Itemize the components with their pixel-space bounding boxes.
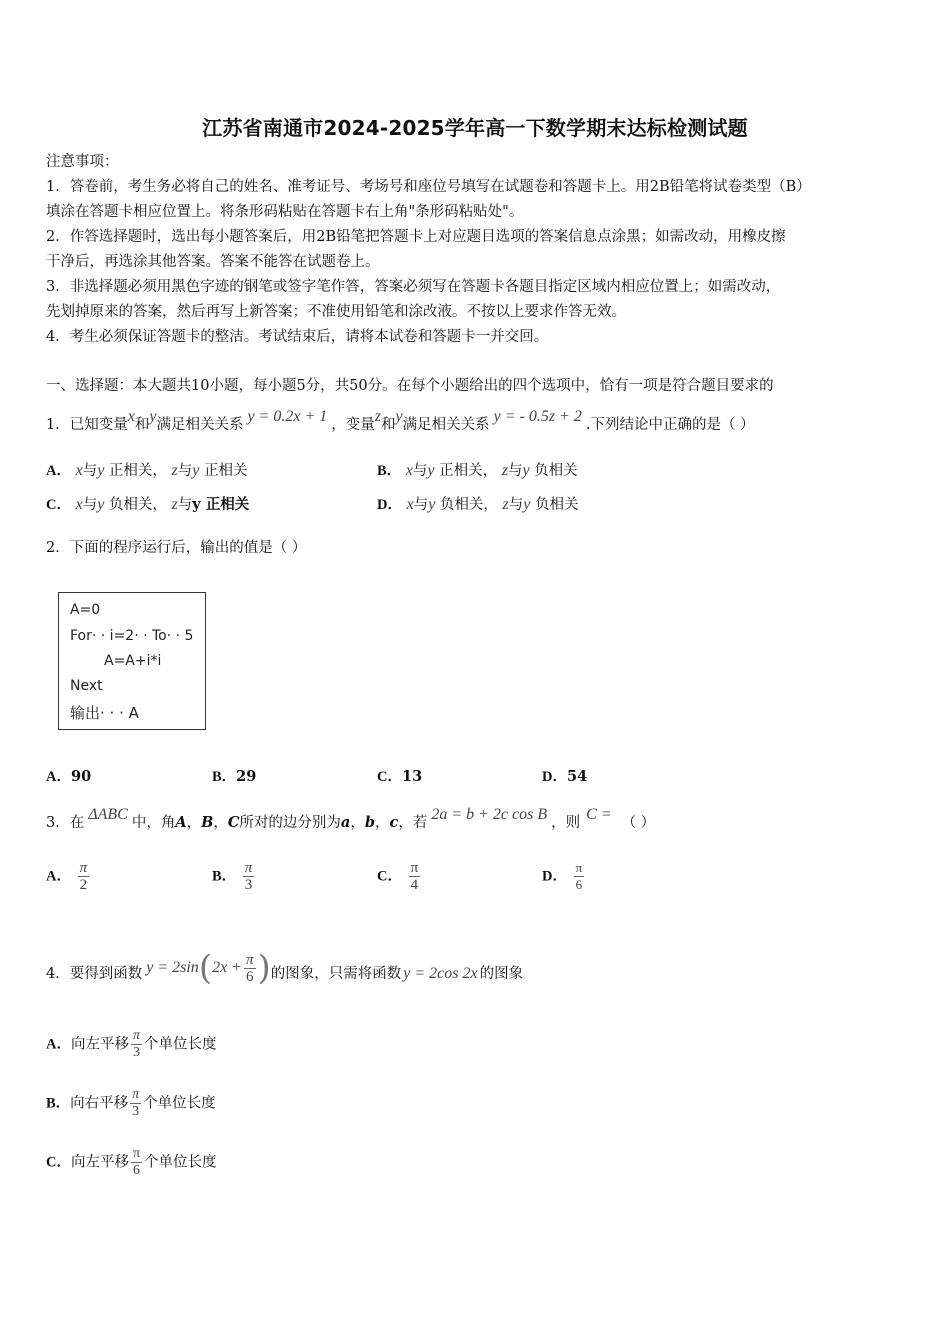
question-3: 3．在 ΔABC 中，角A，B，C所对的边分别为a，b，c，若 2a = b + 2c cos B ，则 C = （ ） xyxy=(46,806,656,831)
question-number: 3． xyxy=(46,815,70,831)
option-c: C． $\frac{\pi}{4}$ xyxy=(377,860,419,893)
option-b: B． $\frac{\pi}{3}$ xyxy=(212,860,253,893)
option-d: D． x与y 负相关， z与y 负相关 xyxy=(377,496,579,513)
option-b: B．29 xyxy=(212,768,257,785)
math-equation: C = xyxy=(586,806,612,823)
program-line: Next xyxy=(70,678,103,694)
fraction: $\frac{\pi}{6}$ xyxy=(245,951,254,985)
math-equation: 2a = b + 2c cos B xyxy=(431,806,548,823)
option-d: D．54 xyxy=(542,768,588,785)
option-a: A． $\frac{\pi}{2}$ xyxy=(46,860,88,893)
math-equation: y = 2sin xyxy=(146,959,199,976)
question-1: 1．已知变量x和y满足相关关系 y = 0.2x + 1 ，变量z和y满足相关关系 y = - 0.5z + 2 .下列结论中正确的是（ ） xyxy=(46,408,755,433)
notice-line: 填涂在答题卡相应位置上。将条形码粘贴在答题卡右上角"条形码粘贴处"。 xyxy=(46,204,524,220)
notice-line: 4．考生必须保证答题卡的整洁。考试结束后，请将本试卷和答题卡一并交回。 xyxy=(46,329,549,345)
question-number: 1． xyxy=(46,417,70,433)
fraction: $\frac{\pi}{2}$ xyxy=(79,860,88,893)
notice-line: 2．作答选择题时，选出每小题答案后，用2B铅笔把答题卡上对应题目选项的答案信息点涂黑；如需改动，用橡皮擦 xyxy=(46,229,786,245)
math-triangle: ΔABC xyxy=(88,806,128,823)
fraction: $\frac{\pi}{6}$ xyxy=(132,1146,141,1178)
option-c: C．向左平移 $\frac{\pi}{6}$ 个单位长度 xyxy=(46,1146,217,1178)
math-var: y xyxy=(395,408,403,425)
notice-line: 1．答卷前，考生务必将自己的姓名、准考证号、考场号和座位号填写在试题卷和答题卡上。用2B铅笔将试卷类型（B） xyxy=(46,179,811,195)
math-equation: y = 0.2x + 1 xyxy=(247,408,328,425)
program-line: 输出· · · A xyxy=(70,704,139,722)
question-4: 4．要得到函数 y = 2sin(2x + $\frac{\pi}{6}$ )的图象，只需将函数 y = 2cos 2x 的图象 xyxy=(46,948,524,988)
option-a: A．向左平移 $\frac{\pi}{3}$ 个单位长度 xyxy=(46,1028,217,1060)
program-line: For· · i=2· · To· · 5 xyxy=(70,628,194,644)
notice-line: 干净后，再选涂其他答案。答案不能答在试题卷上。 xyxy=(46,254,380,270)
program-line: A=A+i*i xyxy=(104,653,162,669)
math-var: x xyxy=(127,408,135,425)
fraction: $\frac{\pi}{6}$ xyxy=(575,860,583,892)
notice-heading: 注意事项： xyxy=(46,154,119,170)
fraction: $\frac{\pi}{3}$ xyxy=(244,860,253,893)
option-a: A．90 xyxy=(46,768,92,785)
fraction: $\frac{\pi}{3}$ xyxy=(132,1028,140,1060)
notice-line: 3．非选择题必须用黑色字迹的钢笔或签字笔作答，答案必须写在答题卡各题目指定区域内相应位置上；如需改动， xyxy=(46,279,781,295)
fraction: $\frac{\pi}{3}$ xyxy=(132,1087,140,1119)
program-box xyxy=(58,592,206,730)
page-title: 江苏省南通市2024-2025学年高一下数学期末达标检测试题 xyxy=(202,116,748,140)
section-heading: 一、选择题：本大题共10小题，每小题5分，共50分。在每个小题给出的四个选项中，恰有一项是符合题目要求的 xyxy=(46,378,774,394)
program-line: A=0 xyxy=(70,602,101,618)
option-a: A． x与y 正相关， z与y 正相关 xyxy=(46,462,248,479)
math-var: z xyxy=(374,408,381,425)
question-2: 2．下面的程序运行后，输出的值是（ ） xyxy=(46,540,307,556)
option-b: B．向右平移 $\frac{\pi}{3}$ 个单位长度 xyxy=(46,1087,216,1119)
math-var: y xyxy=(149,408,157,425)
option-b: B． x与y 正相关， z与y 负相关 xyxy=(377,462,578,479)
math-equation: y = 2cos 2x xyxy=(403,965,478,982)
question-number: 4． xyxy=(46,966,70,982)
option-c: C．13 xyxy=(377,768,423,785)
fraction: $\frac{\pi}{4}$ xyxy=(410,860,419,893)
math-equation: y = - 0.5z + 2 xyxy=(493,408,582,425)
notice-line: 先划掉原来的答案，然后再写上新答案；不准使用铅笔和涂改液。不按以上要求作答无效。 xyxy=(46,304,626,320)
option-d: D． $\frac{\pi}{6}$ xyxy=(542,860,583,892)
option-c: C． x与y 负相关， z与y 正相关 xyxy=(46,496,250,513)
